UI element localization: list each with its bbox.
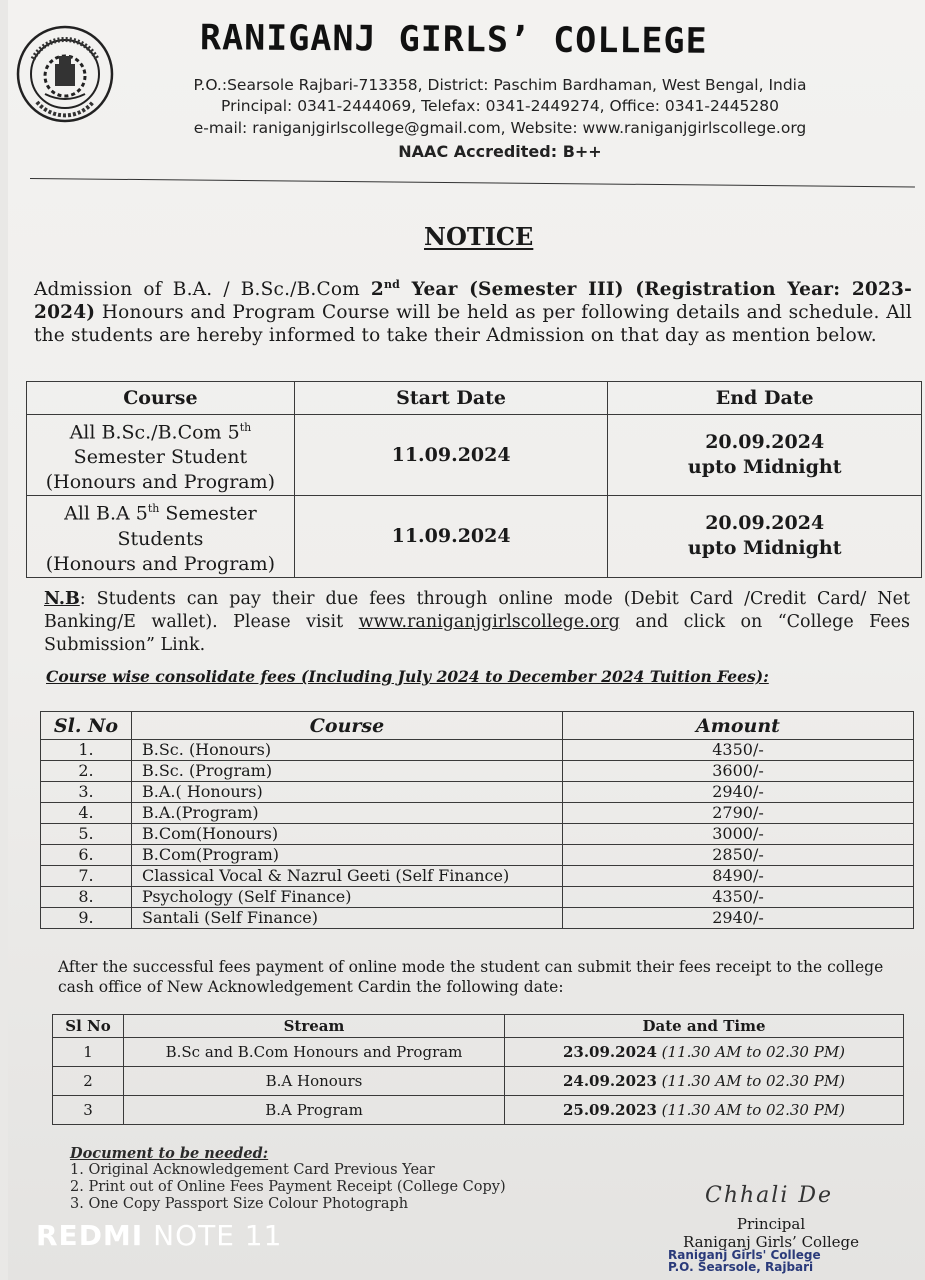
column-header: Sl. No bbox=[41, 712, 132, 740]
sl-cell: 9. bbox=[41, 908, 132, 929]
amount-cell: 2790/- bbox=[563, 803, 914, 824]
table-row bbox=[53, 1038, 904, 1067]
naac-accreditation: NAAC Accredited: B++ bbox=[398, 142, 602, 161]
table-row bbox=[41, 908, 914, 929]
sl-cell: 6. bbox=[41, 845, 132, 866]
end-date-cell: 20.09.2024 upto Midnight bbox=[608, 496, 922, 577]
table-row bbox=[41, 824, 914, 845]
stream-cell: B.Sc and B.Com Honours and Program bbox=[124, 1038, 505, 1067]
column-header: Course bbox=[132, 712, 563, 740]
table-header-row bbox=[41, 712, 914, 740]
college-name: RANIGANJ GIRLS’ COLLEGE bbox=[199, 18, 708, 62]
amount-cell: 2940/- bbox=[563, 908, 914, 929]
fees-title: Course wise consolidate fees (Including July 2024 to December 2024 Tuition Fees): bbox=[46, 667, 769, 686]
table-row bbox=[53, 1067, 904, 1096]
admission-schedule-table bbox=[26, 381, 922, 578]
principal-signature: Chhali De bbox=[705, 1183, 834, 1208]
course-cell: All B.Sc./B.Com 5th Semester Student (Honours and Program) bbox=[27, 415, 295, 496]
nb-label: N.B bbox=[44, 589, 80, 609]
principal-title: Principal bbox=[736, 1215, 806, 1233]
course-cell: B.A.( Honours) bbox=[132, 782, 563, 803]
nb-paragraph: N.B: Students can pay their due fees through online mode (Debit Card /Credit Card/ Net Banking/E wallet). Please visit www.raniganjgirlscollege.org and click on “College Fees Submission” Link. bbox=[44, 589, 911, 655]
list-item: 1. Original Acknowledgement Card Previous Year bbox=[70, 1162, 435, 1178]
table-row bbox=[41, 803, 914, 824]
sl-cell: 2. bbox=[41, 761, 132, 782]
course-cell: Santali (Self Finance) bbox=[132, 908, 563, 929]
column-header: Amount bbox=[563, 712, 914, 740]
course-cell: Classical Vocal & Nazrul Geeti (Self Finance) bbox=[132, 866, 563, 887]
table-row bbox=[41, 866, 914, 887]
amount-cell: 3000/- bbox=[563, 824, 914, 845]
stream-cell: B.A Program bbox=[124, 1096, 505, 1125]
submission-instructions: After the successful fees payment of online mode the student can submit their fees receipt to the college cash office of New Acknowledgement Cardin the following date: bbox=[58, 958, 884, 996]
college-website-link[interactable]: www.raniganjgirlscollege.org bbox=[358, 612, 620, 632]
amount-cell: 3600/- bbox=[563, 761, 914, 782]
table-row bbox=[27, 415, 922, 496]
table-row bbox=[27, 496, 922, 577]
sl-cell: 2 bbox=[53, 1067, 124, 1096]
amount-cell: 4350/- bbox=[563, 740, 914, 761]
table-row bbox=[41, 887, 914, 908]
college-phones: Principal: 0341-2444069, Telefax: 0341-2449274, Office: 0341-2445280 bbox=[221, 97, 779, 115]
sl-cell: 3. bbox=[41, 782, 132, 803]
course-cell: B.Sc. (Honours) bbox=[132, 740, 563, 761]
start-date-cell: 11.09.2024 bbox=[294, 496, 608, 577]
camera-watermark: REDMI NOTE 11 bbox=[36, 1219, 283, 1252]
table-row bbox=[41, 761, 914, 782]
course-cell: B.A.(Program) bbox=[132, 803, 563, 824]
sl-cell: 8. bbox=[41, 887, 132, 908]
college-logo bbox=[15, 24, 115, 124]
list-item: 3. One Copy Passport Size Colour Photograph bbox=[70, 1196, 409, 1212]
principal-block bbox=[676, 1215, 866, 1251]
course-cell: B.Com(Program) bbox=[132, 845, 563, 866]
date-time-cell: 25.09.2023 (11.30 AM to 02.30 PM) bbox=[505, 1096, 904, 1125]
documents-section bbox=[70, 1145, 506, 1213]
stream-cell: B.A Honours bbox=[124, 1067, 505, 1096]
amount-cell: 8490/- bbox=[563, 866, 914, 887]
table-header-row bbox=[27, 382, 922, 415]
column-header: End Date bbox=[608, 382, 922, 415]
course-cell: Psychology (Self Finance) bbox=[132, 887, 563, 908]
course-cell: B.Com(Honours) bbox=[132, 824, 563, 845]
college-contact: e-mail: raniganjgirlscollege@gmail.com, Website: www.raniganjgirlscollege.org bbox=[193, 119, 807, 137]
column-header: Sl No bbox=[53, 1015, 124, 1038]
column-header: Start Date bbox=[294, 382, 608, 415]
table-row bbox=[41, 740, 914, 761]
amount-cell: 4350/- bbox=[563, 887, 914, 908]
date-time-cell: 23.09.2024 (11.30 AM to 02.30 PM) bbox=[505, 1038, 904, 1067]
sl-cell: 7. bbox=[41, 866, 132, 887]
sl-cell: 5. bbox=[41, 824, 132, 845]
table-row bbox=[41, 782, 914, 803]
column-header: Stream bbox=[124, 1015, 505, 1038]
sl-cell: 1 bbox=[53, 1038, 124, 1067]
college-address: P.O.:Searsole Rajbari-713358, District: Paschim Bardhaman, West Bengal, India bbox=[193, 76, 807, 94]
start-date-cell: 11.09.2024 bbox=[294, 415, 608, 496]
amount-cell: 2850/- bbox=[563, 845, 914, 866]
sl-cell: 3 bbox=[53, 1096, 124, 1125]
end-date-cell: 20.09.2024 upto Midnight bbox=[608, 415, 922, 496]
documents-heading: Document to be needed: bbox=[70, 1145, 269, 1162]
amount-cell: 2940/- bbox=[563, 782, 914, 803]
table-row bbox=[53, 1096, 904, 1125]
table-row bbox=[41, 845, 914, 866]
list-item: 2. Print out of Online Fees Payment Receipt (College Copy) bbox=[70, 1179, 506, 1195]
date-time-cell: 24.09.2023 (11.30 AM to 02.30 PM) bbox=[505, 1067, 904, 1096]
table-header-row bbox=[53, 1015, 904, 1038]
course-cell: B.Sc. (Program) bbox=[132, 761, 563, 782]
column-header: Date and Time bbox=[505, 1015, 904, 1038]
column-header: Course bbox=[27, 382, 295, 415]
notice-intro: Admission of B.A. / B.Sc./B.Com 2nd Year (Semester III) (Registration Year: 2023-2024) Honours and Program Course will be held as per following details and schedule. All the students are hereby informed to take their Admission on that day as mention below. bbox=[34, 278, 912, 347]
notice-title: NOTICE bbox=[424, 222, 534, 251]
course-cell: All B.A 5th Semester Students (Honours and Program) bbox=[27, 496, 295, 577]
sl-cell: 1. bbox=[41, 740, 132, 761]
sl-cell: 4. bbox=[41, 803, 132, 824]
fees-table bbox=[40, 711, 914, 929]
college-stamp: Raniganj Girls' College P.O. Searsole, Rajbari bbox=[668, 1248, 821, 1274]
submission-schedule-table bbox=[52, 1014, 904, 1125]
principal-college: Raniganj Girls’ College bbox=[682, 1233, 860, 1251]
